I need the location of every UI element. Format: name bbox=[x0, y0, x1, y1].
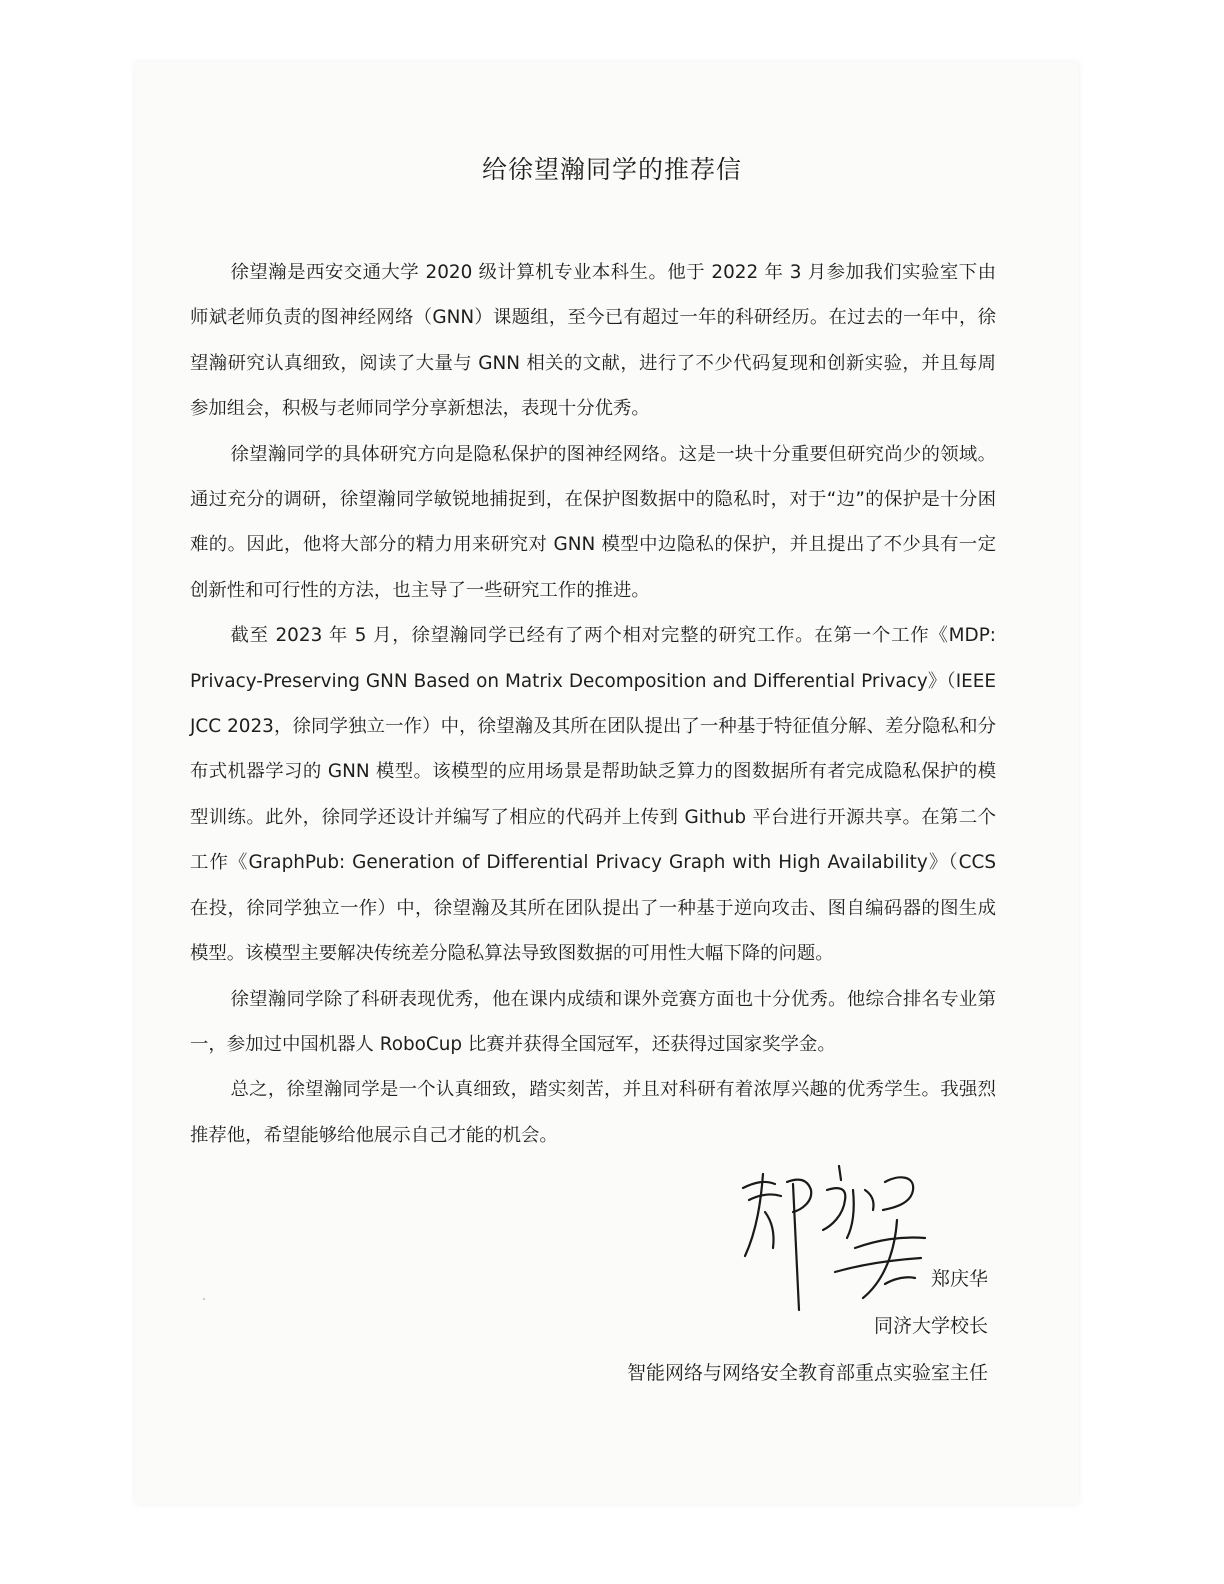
signer-name: 郑庆华 bbox=[930, 1268, 988, 1290]
paper-speck bbox=[203, 1298, 205, 1300]
paragraph-4: 徐望瀚同学除了科研表现优秀，他在课内成绩和课外竞赛方面也十分优秀。他综合排名专业第一，参加过中国机器人 RoboCup 比赛并获得全国冠军，还获得过国家奖学金。 bbox=[190, 988, 996, 1055]
paragraph-5: 总之，徐望瀚同学是一个认真细致，踏实刻苦，并且对科研有着浓厚兴趣的优秀学生。我强烈推荐他，希望能够给他展示自己才能的机会。 bbox=[190, 1079, 996, 1146]
letter-body bbox=[190, 250, 996, 1158]
signature-block bbox=[627, 1256, 988, 1397]
paragraph-3: 截至 2023 年 5 月，徐望瀚同学已经有了两个相对完整的研究工作。在第一个工作《MDP: Privacy-Preserving GNN Based on Matrix Decomposition and Differential Privacy》（IEEE JCC 2023，徐同学独立一作）中，徐望瀚及其所在团队提出了一种基于特征值分解、差分隐私和分布式机器学习的 GNN 模型。该模型的应用场景是帮助缺乏算力的图数据所有者完成隐私保护的模型训练。此外，徐同学还设计并编写了相应的代码并上传到 Github 平台进行开源共享。在第二个工作《GraphPub: Generation of Differential Privacy Graph with High Availability》（CCS 在投，徐同学独立一作）中，徐望瀚及其所在团队提出了一种基于逆向攻击、图自编码器的图生成模型。该模型主要解决传统差分隐私算法导致图数据的可用性大幅下降的问题。 bbox=[190, 625, 996, 965]
signer-title-1: 同济大学校长 bbox=[873, 1315, 988, 1337]
paragraph-2: 徐望瀚同学的具体研究方向是隐私保护的图神经网络。这是一块十分重要但研究尚少的领域。通过充分的调研，徐望瀚同学敏锐地捕捉到，在保护图数据中的隐私时，对于“边”的保护是十分困难的。因此，他将大部分的精力用来研究对 GNN 模型中边隐私的保护，并且提出了不少具有一定创新性和可行性的方法，也主导了一些研究工作的推进。 bbox=[190, 443, 996, 601]
signer-title-2: 智能网络与网络安全教育部重点实验室主任 bbox=[626, 1362, 988, 1384]
letter-title: 给徐望瀚同学的推荐信 bbox=[481, 155, 742, 184]
paragraph-1: 徐望瀚是西安交通大学 2020 级计算机专业本科生。他于 2022 年 3 月参加我们实验室下由师斌老师负责的图神经网络（GNN）课题组，至今已有超过一年的科研经历。在过去的一年中，徐望瀚研究认真细致，阅读了大量与 GNN 相关的文献，进行了不少代码复现和创新实验，并且每周参加组会，积极与老师同学分享新想法，表现十分优秀。 bbox=[190, 262, 996, 420]
